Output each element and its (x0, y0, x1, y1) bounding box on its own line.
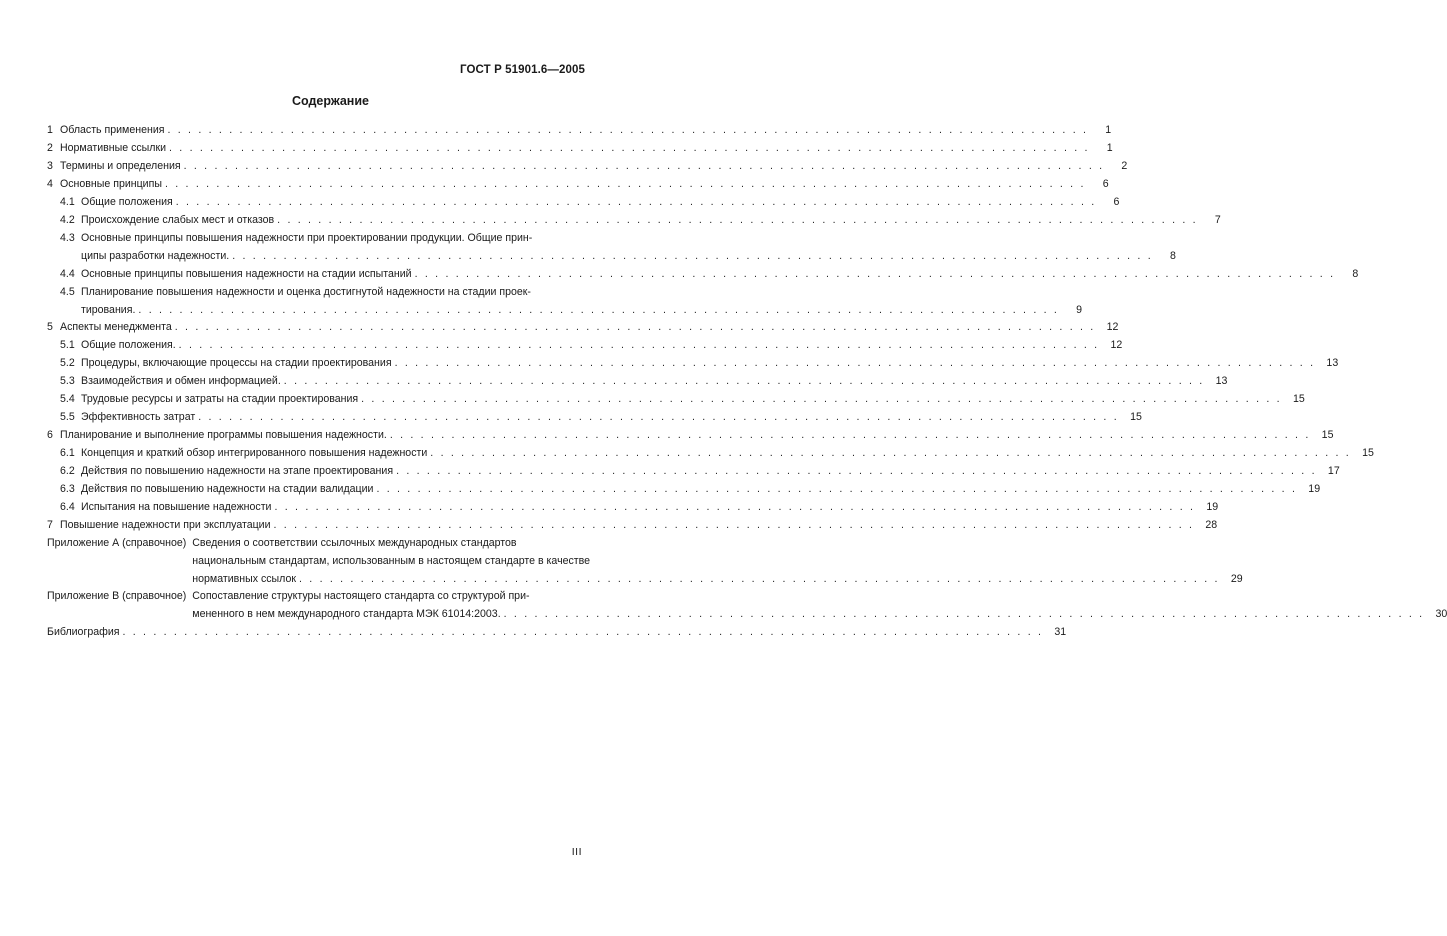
dot-leader: . . . . . . . . . . . . . . . . . . . . . . . . . . . . . . . . . . . . . . . . . . . . . . . . . . . . . . . . . . . . . . . . . . . . . . . . . . . . . . . . . . . . . . . . . . (273, 519, 1195, 531)
toc-entry-page: 15 (1321, 429, 1334, 441)
page-title: Содержание (291, 94, 369, 108)
toc-entry-page: 7 (1214, 214, 1221, 226)
dot-leader: . . . . . . . . . . . . . . . . . . . . . . . . . . . . . . . . . . . . . . . . . . . . . . . . . . . . . . . . . . . . . . . . . . . . . . . . . . . . . . . . . . . . . . . . . . (503, 608, 1425, 620)
toc-appendix-a[interactable] (47, 535, 1243, 588)
dot-leader: . . . . . . . . . . . . . . . . . . . . . . . . . . . . . . . . . . . . . . . . . . . . . . . . . . . . . . . . . . . . . . . . . . . . . . . . . . . . . . . . . . . . . . . . . . (198, 411, 1119, 423)
dot-leader: . . . . . . . . . . . . . . . . . . . . . . . . . . . . . . . . . . . . . . . . . . . . . . . . . . . . . . . . . . . . . . . . . . . . . . . . . . . . . . . . . . . . . . . . . . (164, 178, 1086, 190)
toc-entry-title: Аспекты менеджмента (60, 321, 172, 333)
toc-entry[interactable] (47, 212, 1221, 230)
toc-entry-title-continued: тирования. (81, 303, 136, 316)
dot-leader: . . . . . . . . . . . . . . . . . . . . . . . . . . . . . . . . . . . . . . . . . . . . . . . . . . . . . . . . . . . . . . . . . . . . . . . . . . . . . . . . . . . . . . . . . . (396, 465, 1317, 477)
dot-leader: . . . . . . . . . . . . . . . . . . . . . . . . . . . . . . . . . . . . . . . . . . . . . . . . . . . . . . . . . . . . . . . . . . . . . . . . . . . . . . . . . . . . . . . . . . (274, 501, 1196, 513)
appendix-label: Приложение В (справочное) (47, 590, 187, 602)
toc-entry-number: 4.1 (60, 196, 75, 208)
toc-entry[interactable] (47, 499, 1219, 517)
toc-entry[interactable] (47, 445, 1374, 463)
page-number: III (571, 846, 582, 858)
toc-entry-title: Планирование и выполнение программы повышения надежности. (60, 429, 387, 441)
dot-leader: . . . . . . . . . . . . . . . . . . . . . . . . . . . . . . . . . . . . . . . . . . . . . . . . . . . . . . . . . . . . . . . . . . . . . . . . . . . . . . . . . . . . . . . . . . (183, 160, 1105, 172)
toc-entry[interactable] (47, 176, 1109, 194)
toc-entry-title: Основные принципы (60, 178, 162, 190)
dot-leader: . . . . . . . . . . . . . . . . . . . . . . . . . . . . . . . . . . . . . . . . . . . . . . . . . . . . . . . . . . . . . . . . . . . . . . . . . . . . . . . . . . . . . . . . . . (167, 124, 1089, 136)
appendix-title-continued: нормативных ссылок (192, 572, 296, 585)
dot-leader: . . . . . . . . . . . . . . . . . . . . . . . . . . . . . . . . . . . . . . . . . . . . . . . . . . . . . . . . . . . . . . . . . . . . . . . . . . . . . . . . . . . . . . . . . . (376, 483, 1298, 495)
toc-entry-page: 2 (1121, 160, 1128, 172)
toc-entry[interactable] (47, 391, 1305, 409)
toc-entry-page: 15 (1293, 393, 1305, 405)
toc-entry-title: Действия по повышению надежности на стадии валидации (81, 483, 374, 495)
toc-entry-title: Взаимодействия и обмен информацией. (81, 375, 281, 387)
dot-leader: . . . . . . . . . . . . . . . . . . . . . . . . . . . . . . . . . . . . . . . . . . . . . . . . . . . . . . . . . . . . . . . . . . . . . . . . . . . . . . . . . . . . . . . . . . (175, 196, 1097, 208)
toc-entry-page: 12 (1110, 339, 1123, 351)
dot-leader: . . . . . . . . . . . . . . . . . . . . . . . . . . . . . . . . . . . . . . . . . . . . . . . . . . . . . . . . . . . . . . . . . . . . . . . . . . . . . . . . . . . . . . . . . . (174, 321, 1096, 333)
toc-entry-number: 5 (47, 321, 53, 333)
dot-leader: . . . . . . . . . . . . . . . . . . . . . . . . . . . . . . . . . . . . . . . . . . . . . . . . . . . . . . . . . . . . . . . . . . . . . . . . . . . . . . . . . . . . . . . . . . (394, 357, 1316, 369)
dot-leader: . . . . . . . . . . . . . . . . . . . . . . . . . . . . . . . . . . . . . . . . . . . . . . . . . . . . . . . . . . . . . . . . . . . . . . . . . . . . . . . . . . . . . . . . . . (299, 572, 1220, 585)
toc-entry-page: 13 (1326, 357, 1339, 369)
toc-entry-title: Основные принципы повышения надежности на стадии испытаний (81, 267, 412, 280)
toc-entry-page: 30 (1435, 608, 1447, 620)
appendix-title-continued: национальным стандартам, использованным в настоящем стандарте в качестве (192, 555, 591, 567)
toc-entry[interactable] (47, 230, 1176, 266)
toc-entry[interactable] (47, 194, 1120, 212)
toc-entry[interactable] (47, 158, 1128, 176)
toc-entry-title: Происхождение слабых мест и отказов (81, 214, 275, 226)
table-of-contents (47, 122, 1447, 642)
toc-entry-page: 6 (1102, 178, 1109, 190)
toc-entry-page: 12 (1106, 321, 1119, 333)
toc-entry-title: Эффективность затрат (81, 411, 196, 423)
toc-entry-number: 5.3 (60, 375, 75, 387)
toc-entry[interactable] (47, 319, 1119, 337)
toc-entry-page: 28 (1205, 519, 1218, 531)
toc-entry-page: 9 (1076, 303, 1083, 316)
toc-entry-title: Нормативные ссылки (60, 142, 167, 154)
toc-entry-page: 19 (1206, 501, 1219, 513)
toc-entry[interactable] (47, 481, 1321, 499)
toc-entry-page: 15 (1130, 411, 1142, 423)
toc-entry-page: 6 (1113, 196, 1120, 208)
toc-entry[interactable] (47, 337, 1123, 355)
appendix-label: Приложение А (справочное) (47, 537, 187, 549)
toc-entry-title-continued: ципы разработки надежности. (81, 250, 230, 262)
toc-entry-page: 31 (1054, 625, 1067, 638)
toc-entry-number: 6 (47, 429, 53, 441)
dot-leader: . . . . . . . . . . . . . . . . . . . . . . . . . . . . . . . . . . . . . . . . . . . . . . . . . . . . . . . . . . . . . . . . . . . . . . . . . . . . . . . . . . . . . . . . . . (169, 142, 1090, 154)
toc-entry-number: 3 (47, 160, 53, 172)
dot-leader: . . . . . . . . . . . . . . . . . . . . . . . . . . . . . . . . . . . . . . . . . . . . . . . . . . . . . . . . . . . . . . . . . . . . . . . . . . . . . . . . . . . . . . . . . . (178, 339, 1100, 351)
document-code-header: ГОСТ Р 51901.6—2005 (460, 64, 585, 76)
toc-entry[interactable] (47, 409, 1142, 427)
toc-entry[interactable] (47, 355, 1339, 373)
toc-entry[interactable] (47, 427, 1334, 445)
toc-entry[interactable] (47, 140, 1113, 158)
toc-entry-title: Общие положения. (81, 339, 176, 351)
toc-entry-title: Трудовые ресурсы и затраты на стадии проектирования (81, 393, 359, 405)
toc-entry-page: 15 (1362, 447, 1374, 459)
toc-entry[interactable] (47, 284, 1083, 320)
dot-leader: . . . . . . . . . . . . . . . . . . . . . . . . . . . . . . . . . . . . . . . . . . . . . . . . . . . . . . . . . . . . . . . . . . . . . . . . . . . . . . . . . . . . . . . . . . (232, 250, 1153, 262)
toc-entry-number: 7 (47, 519, 53, 531)
appendix-title: Сопоставление структуры настоящего стандарта со структурой при- (192, 590, 530, 602)
toc-entry-number: 5.2 (60, 357, 75, 369)
toc-entry-page: 8 (1169, 250, 1176, 262)
dot-leader: . . . . . . . . . . . . . . . . . . . . . . . . . . . . . . . . . . . . . . . . . . . . . . . . . . . . . . . . . . . . . . . . . . . . . . . . . . . . . . . . . . . . . . . . . . (138, 303, 1060, 316)
toc-entry[interactable] (47, 517, 1218, 535)
toc-entry-number: 6.4 (60, 501, 75, 513)
toc-entry-number: 4.4 (60, 267, 75, 280)
toc-entry-page: 17 (1327, 465, 1340, 477)
toc-entry-page: 8 (1352, 267, 1359, 280)
toc-entry-title: Основные принципы повышения надежности при проектировании продукции. Общие прин- (81, 232, 533, 244)
toc-entry-number: 6.1 (60, 447, 75, 459)
toc-entry[interactable] (47, 266, 1359, 284)
toc-entry-title: Концепция и краткий обзор интегрированного повышения надежности (81, 447, 428, 459)
toc-entry-number: 4.5 (60, 285, 75, 298)
toc-entry-number: 4.3 (60, 232, 75, 244)
toc-entry[interactable] (47, 122, 1112, 140)
toc-entry-title: Повышение надежности при эксплуатации (60, 519, 271, 531)
toc-entry-number: 2 (47, 142, 53, 154)
toc-entry-number: 4 (47, 178, 53, 190)
toc-entry-number: 5.5 (60, 411, 75, 423)
appendix-title: Сведения о соответствии ссылочных международных стандартов (192, 537, 517, 549)
dot-leader: . . . . . . . . . . . . . . . . . . . . . . . . . . . . . . . . . . . . . . . . . . . . . . . . . . . . . . . . . . . . . . . . . . . . . . . . . . . . . . . . . . . . . . . . . . (430, 447, 1351, 459)
dot-leader: . . . . . . . . . . . . . . . . . . . . . . . . . . . . . . . . . . . . . . . . . . . . . . . . . . . . . . . . . . . . . . . . . . . . . . . . . . . . . . . . . . . . . . . . . . (283, 375, 1205, 387)
bibliography-label: Библиография (47, 625, 120, 638)
toc-entry-page: 1 (1106, 142, 1113, 154)
toc-entry[interactable] (47, 463, 1340, 481)
dot-leader: . . . . . . . . . . . . . . . . . . . . . . . . . . . . . . . . . . . . . . . . . . . . . . . . . . . . . . . . . . . . . . . . . . . . . . . . . . . . . . . . . . . . . . . . . . (277, 214, 1198, 226)
dot-leader: . . . . . . . . . . . . . . . . . . . . . . . . . . . . . . . . . . . . . . . . . . . . . . . . . . . . . . . . . . . . . . . . . . . . . . . . . . . . . . . . . . . . . . . . . . (389, 429, 1311, 441)
toc-entry-title: Действия по повышению надежности на этапе проектирования (81, 465, 394, 477)
toc-appendix-b[interactable] (47, 588, 1447, 624)
dot-leader: . . . . . . . . . . . . . . . . . . . . . . . . . . . . . . . . . . . . . . . . . . . . . . . . . . . . . . . . . . . . . . . . . . . . . . . . . . . . . . . . . . . . . . . . . . (414, 267, 1336, 280)
toc-entry-title: Область применения (60, 124, 165, 136)
toc-bibliography[interactable] (47, 624, 1067, 642)
toc-entry-number: 5.4 (60, 393, 75, 405)
appendix-title-continued: мененного в нем международного стандарта МЭК 61014:2003. (192, 608, 501, 620)
toc-entry-title: Общие положения (81, 196, 173, 208)
toc-entry-page: 19 (1308, 483, 1321, 495)
toc-entry-number: 5.1 (60, 339, 75, 351)
toc-entry-number: 6.3 (60, 483, 75, 495)
toc-entry[interactable] (47, 373, 1228, 391)
dot-leader: . . . . . . . . . . . . . . . . . . . . . . . . . . . . . . . . . . . . . . . . . . . . . . . . . . . . . . . . . . . . . . . . . . . . . . . . . . . . . . . . . . . . . . . . . . (361, 393, 1282, 405)
toc-entry-page: 29 (1230, 572, 1243, 585)
toc-entry-title: Термины и определения (60, 160, 181, 172)
toc-entry-number: 4.2 (60, 214, 75, 226)
toc-entry-title: Процедуры, включающие процессы на стадии проектирования (81, 357, 392, 369)
toc-entry-page: 13 (1215, 375, 1228, 387)
toc-entry-number: 1 (47, 124, 53, 136)
dot-leader: . . . . . . . . . . . . . . . . . . . . . . . . . . . . . . . . . . . . . . . . . . . . . . . . . . . . . . . . . . . . . . . . . . . . . . . . . . . . . . . . . . . . . . . . . . (122, 625, 1044, 638)
toc-entry-title: Испытания на повышение надежности (81, 501, 272, 513)
toc-entry-page: 1 (1105, 124, 1112, 136)
toc-entry-title: Планирование повышения надежности и оценка достигнутой надежности на стадии проек- (81, 285, 531, 298)
toc-entry-number: 6.2 (60, 465, 75, 477)
